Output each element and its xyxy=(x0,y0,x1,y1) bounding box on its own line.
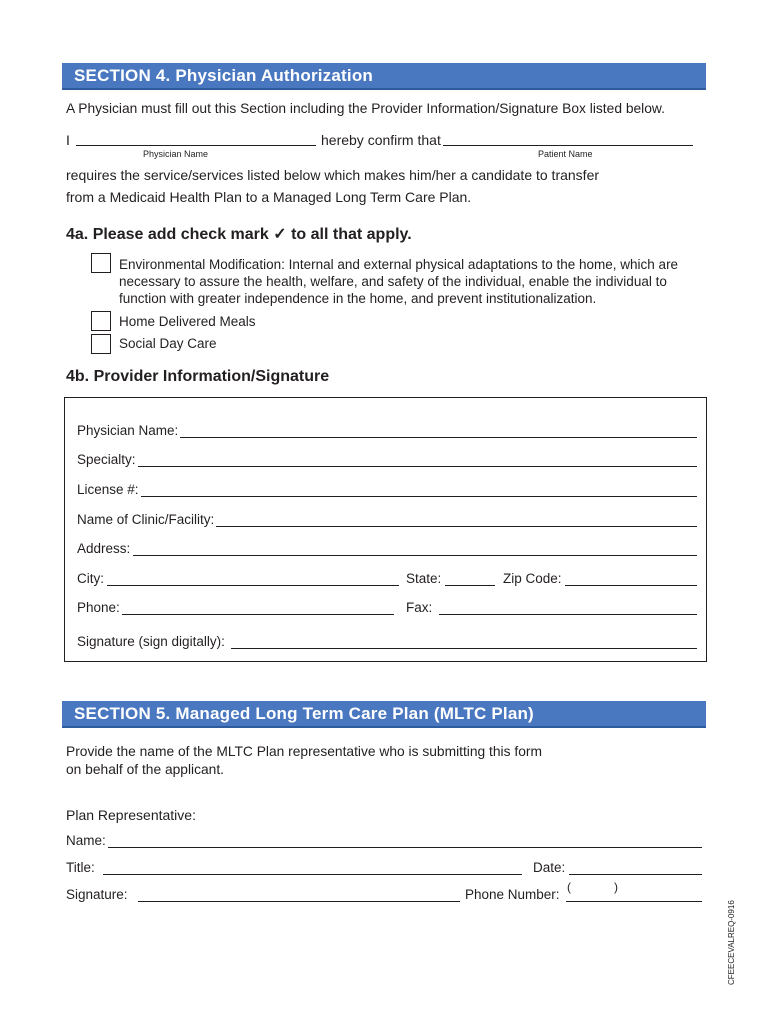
patient-name-caption: Patient Name xyxy=(538,149,593,159)
phone-field[interactable] xyxy=(122,614,394,615)
rep-date-label: Date: xyxy=(533,860,566,875)
option-meals: Home Delivered Meals xyxy=(119,314,256,329)
patient-name-input[interactable] xyxy=(443,145,693,146)
requires-line-1: requires the service/services listed below which makes him/her a candidate to transfer xyxy=(66,167,600,183)
section4a-heading: 4a. Please add check mark ✓ to all that apply. xyxy=(66,226,412,243)
rep-name-field[interactable] xyxy=(108,847,702,848)
section4-title: SECTION 4. Physician Authorization xyxy=(74,66,373,85)
environmental-modification-checkbox[interactable] xyxy=(91,253,111,273)
signature-label: Signature (sign digitally): xyxy=(77,634,225,649)
clinic-label: Name of Clinic/Facility: xyxy=(77,512,215,527)
option-env-line-1: Environmental Modification: Internal and external physical adaptations to the home, which are xyxy=(119,257,679,272)
address-label: Address: xyxy=(77,541,131,556)
rep-title-field[interactable] xyxy=(103,874,522,875)
physician-name-field[interactable] xyxy=(175,437,697,438)
state-label: State: xyxy=(406,571,442,586)
option-env-line-2: necessary to assure the health, welfare, and safety of the individual, enable the individual to xyxy=(119,274,667,289)
section4b-heading: 4b. Provider Information/Signature xyxy=(66,368,330,385)
section4-intro: A Physician must fill out this Section including the Provider Information/Signature Box listed below. xyxy=(66,101,665,116)
license-field[interactable] xyxy=(139,496,697,497)
clinic-field[interactable] xyxy=(215,526,697,527)
confirm-prefix: I xyxy=(66,132,70,148)
phone-paren-open: ( xyxy=(567,880,571,894)
zip-label: Zip Code: xyxy=(503,571,562,586)
confirm-middle: hereby confirm that xyxy=(321,132,441,148)
specialty-label: Specialty: xyxy=(77,452,136,467)
option-env-line-3: function with greater independence in the home, and prevent institutionalization. xyxy=(119,291,597,306)
rep-title-label: Title: xyxy=(66,860,95,875)
form-code: CFEECEVALREQ-0916 xyxy=(727,900,736,985)
rep-phone-label: Phone Number: xyxy=(465,887,560,902)
physician-name-label: Physician Name: xyxy=(77,423,179,438)
rep-signature-field[interactable] xyxy=(138,901,460,902)
section5-header xyxy=(62,701,706,728)
rep-phone-field[interactable] xyxy=(566,901,702,902)
zip-field[interactable] xyxy=(565,585,697,586)
rep-signature-label: Signature: xyxy=(66,887,128,902)
phone-label: Phone: xyxy=(77,600,120,615)
social-day-care-checkbox[interactable] xyxy=(91,334,111,354)
section5-intro-line-2: on behalf of the applicant. xyxy=(66,762,225,777)
license-label: License #: xyxy=(77,482,139,497)
rep-date-field[interactable] xyxy=(569,874,702,875)
fax-field[interactable] xyxy=(439,614,697,615)
rep-name-label: Name: xyxy=(66,833,106,848)
home-delivered-meals-checkbox[interactable] xyxy=(91,311,111,331)
signature-field[interactable] xyxy=(231,648,697,649)
city-label: City: xyxy=(77,571,104,586)
section5-title: SECTION 5. Managed Long Term Care Plan (MLTC Plan) xyxy=(74,704,534,723)
specialty-field[interactable] xyxy=(135,466,697,467)
physician-name-caption: Physician Name xyxy=(143,149,209,159)
physician-name-input[interactable] xyxy=(76,145,316,146)
address-field[interactable] xyxy=(133,555,697,556)
provider-info-box xyxy=(64,397,707,662)
phone-paren-close: ) xyxy=(614,880,618,894)
requires-line-2: from a Medicaid Health Plan to a Managed Long Term Care Plan. xyxy=(66,189,472,205)
city-field[interactable] xyxy=(107,585,399,586)
plan-representative-label: Plan Representative: xyxy=(66,807,196,823)
state-field[interactable] xyxy=(445,585,495,586)
option-social-day-care: Social Day Care xyxy=(119,336,217,351)
fax-label: Fax: xyxy=(406,600,433,615)
section5-intro-line-1: Provide the name of the MLTC Plan representative who is submitting this form xyxy=(66,744,542,759)
section4-header xyxy=(62,63,706,90)
